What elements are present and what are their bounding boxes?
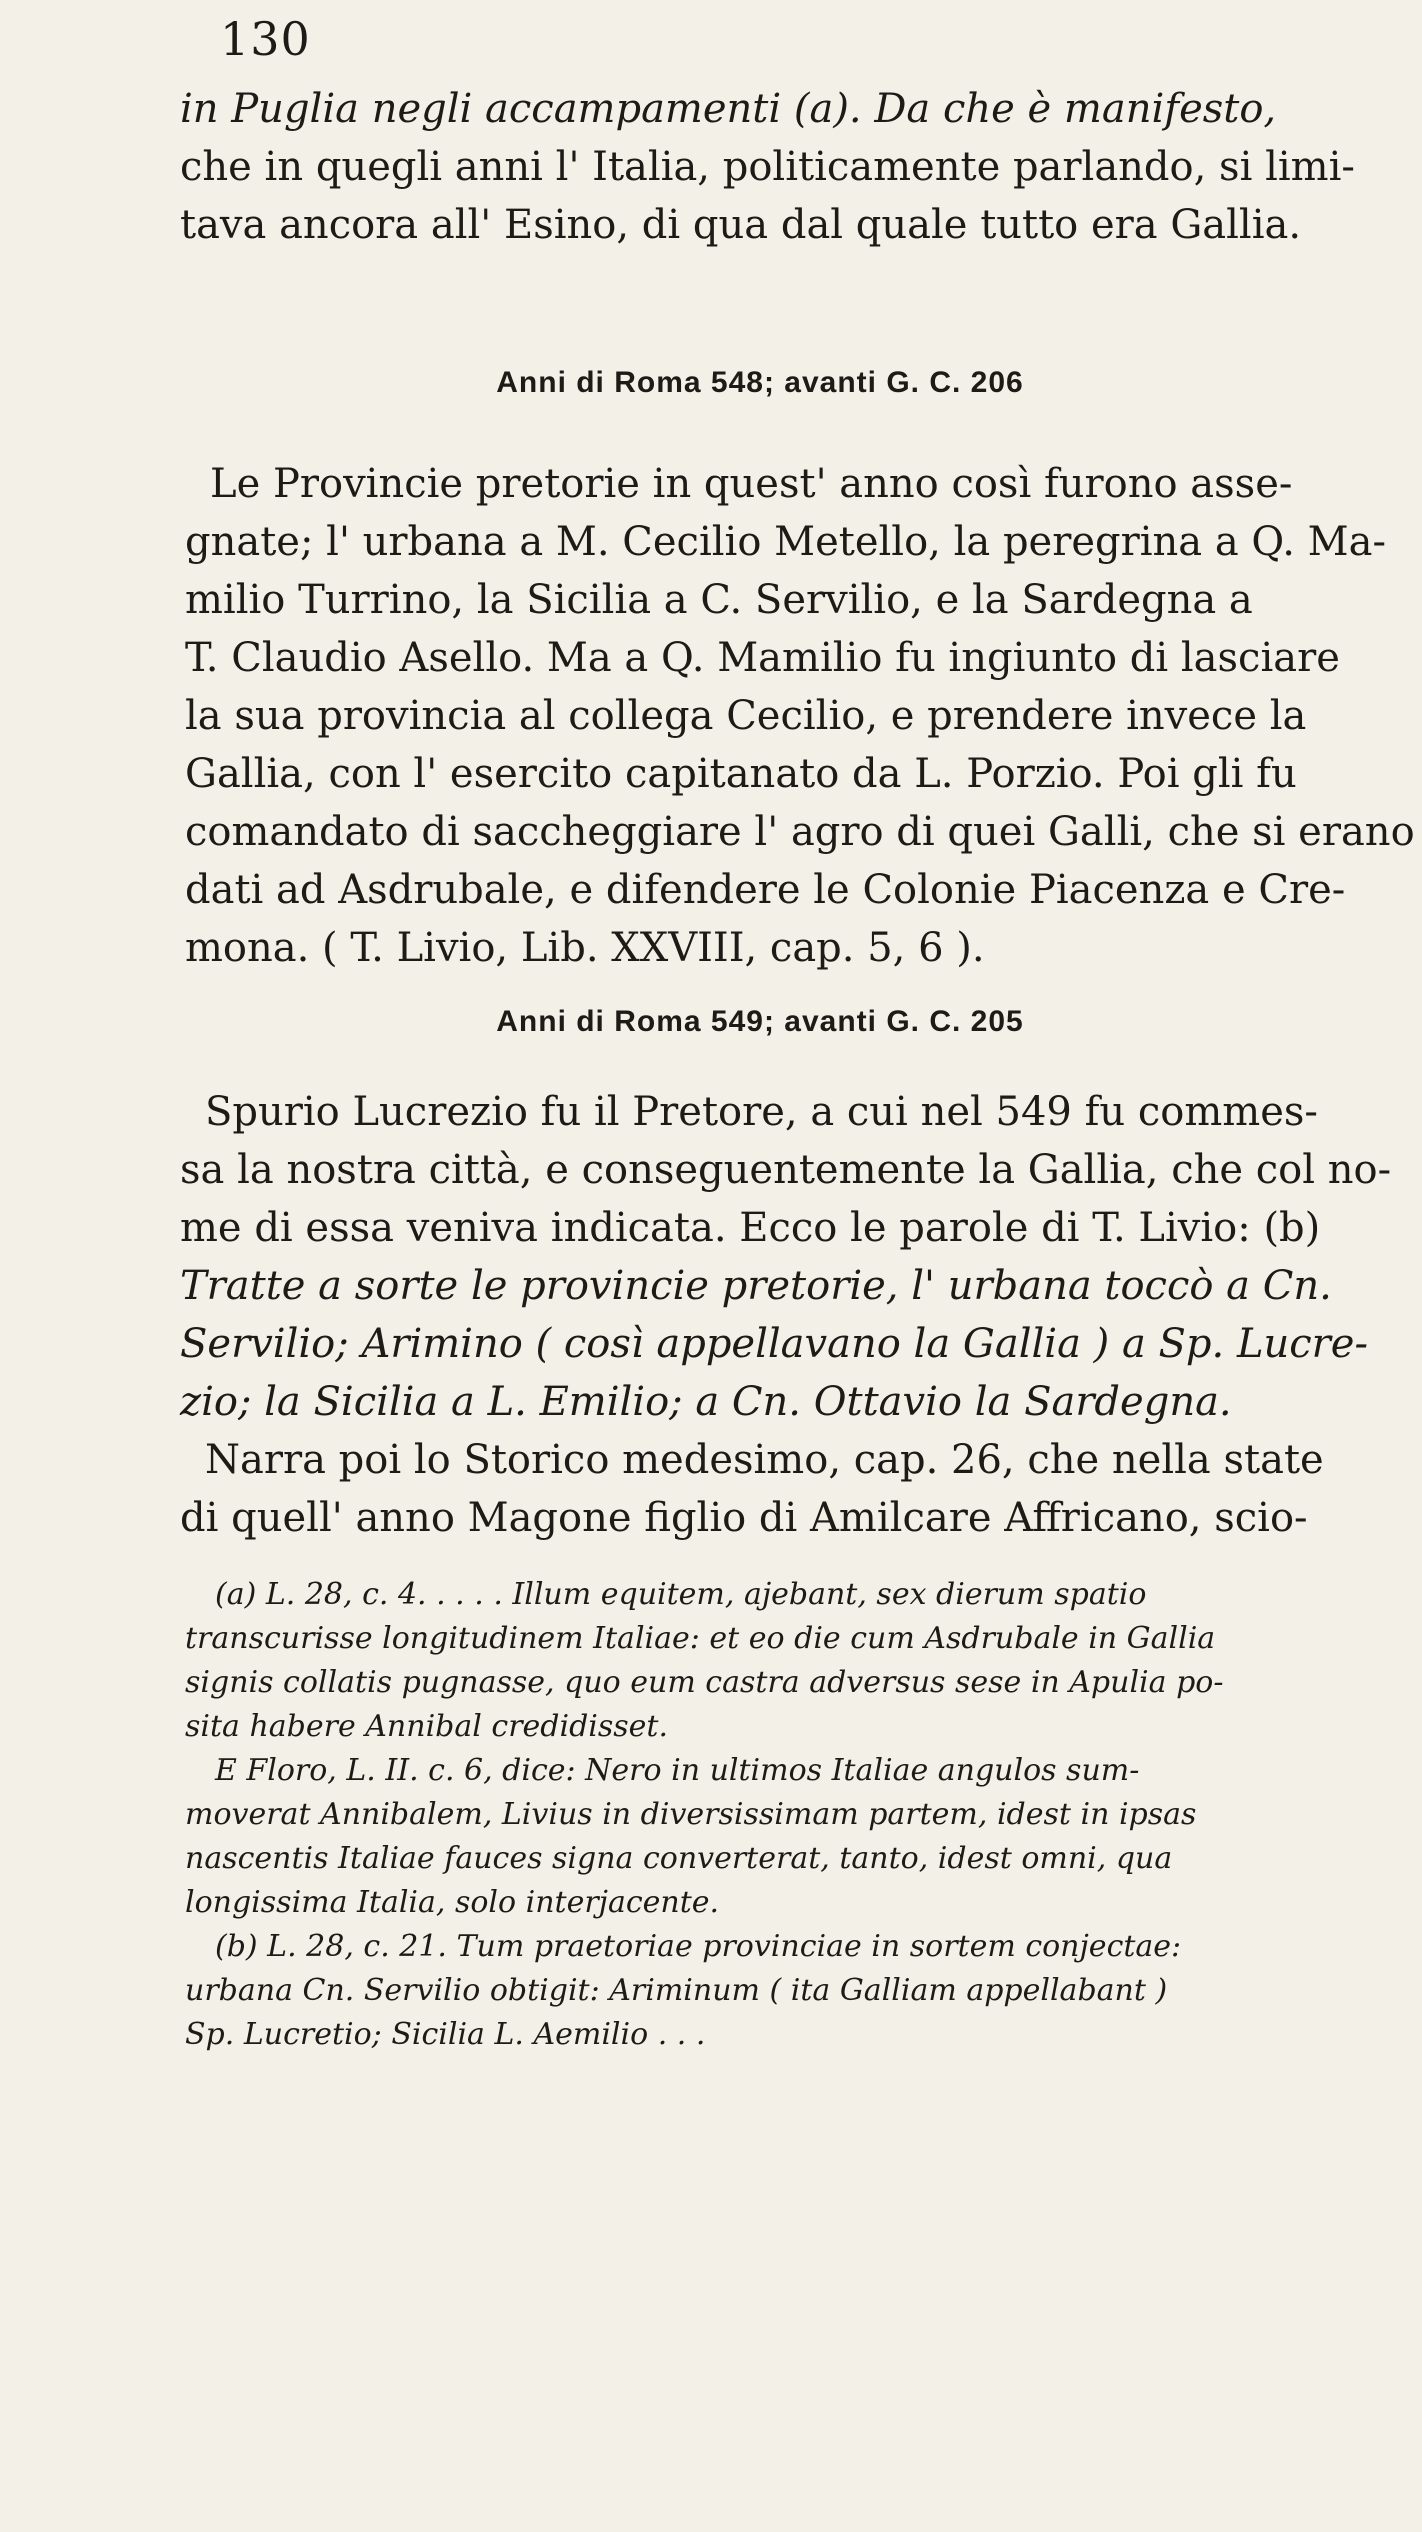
text-line: Spurio Lucrezio fu il Pretore, a cui nel 549 fu commes- — [205, 1089, 1318, 1135]
paragraph-3 — [180, 1083, 1392, 1547]
section-heading-548: Anni di Roma 548; avanti G. C. 206 — [496, 366, 1024, 399]
text-line: me di essa veniva indicata. Ecco le parole di T. Livio: (b) — [180, 1205, 1321, 1251]
footnote-line: (a) L. 28, c. 4. . . . . Illum equitem, ajebant, sex dierum spatio — [215, 1577, 1147, 1612]
footnote-line: (b) L. 28, c. 21. Tum praetoriae provinciae in sortem conjectae: — [215, 1929, 1182, 1964]
text-line: dati ad Asdrubale, e difendere le Colonie Piacenza e Cre- — [185, 867, 1346, 913]
text-line: Servilio; Arimino ( così appellavano la Gallia ) a Sp. Lucre- — [180, 1321, 1368, 1367]
footnote-line: transcurisse longitudinem Italiae: et eo die cum Asdrubale in Gallia — [185, 1621, 1216, 1656]
footnote-line: nascentis Italiae fauces signa converterat, tanto, idest omni, qua — [185, 1841, 1173, 1876]
footnote-line: longissima Italia, solo interjacente. — [185, 1885, 720, 1920]
text-line: Tratte a sorte le provincie pretorie, l' urbana toccò a Cn. — [180, 1263, 1332, 1309]
text-line: Le Provincie pretorie in quest' anno così furono asse- — [210, 461, 1293, 507]
text-line: Gallia, con l' esercito capitanato da L. Porzio. Poi gli fu — [185, 751, 1297, 797]
text-line: comandato di saccheggiare l' agro di quei Galli, che si erano — [185, 809, 1415, 855]
text-line: in Puglia negli accampamenti (a). Da che è manifesto, — [180, 86, 1277, 132]
paragraph-2 — [185, 455, 1415, 977]
text-line: gnate; l' urbana a M. Cecilio Metello, la peregrina a Q. Ma- — [185, 519, 1386, 565]
footnote-line: signis collatis pugnasse, quo eum castra adversus sese in Apulia po- — [185, 1665, 1224, 1700]
text-line: T. Claudio Asello. Ma a Q. Mamilio fu ingiunto di lasciare — [185, 635, 1340, 681]
text-line: che in quegli anni l' Italia, politicamente parlando, si limi- — [180, 144, 1355, 190]
footnote-line: E Floro, L. II. c. 6, dice: Nero in ultimos Italiae angulos sum- — [215, 1753, 1140, 1788]
text-line: la sua provincia al collega Cecilio, e prendere invece la — [185, 693, 1307, 739]
text-line: di quell' anno Magone figlio di Amilcare Affricano, scio- — [180, 1495, 1308, 1541]
footnote-line: urbana Cn. Servilio obtigit: Ariminum ( ita Galliam appellabant ) — [185, 1973, 1168, 2008]
footnote-line: sita habere Annibal credidisset. — [185, 1709, 669, 1744]
text-line: mona. ( T. Livio, Lib. XXVIII, cap. 5, 6 ). — [185, 925, 985, 971]
section-heading-549: Anni di Roma 549; avanti G. C. 205 — [496, 1005, 1024, 1038]
text-line: tava ancora all' Esino, di qua dal quale tutto era Gallia. — [180, 202, 1302, 248]
footnote-line: Sp. Lucretio; Sicilia L. Aemilio . . . — [185, 2017, 706, 2052]
text-line: sa la nostra città, e conseguentemente la Gallia, che col no- — [180, 1147, 1392, 1193]
text-line: Narra poi lo Storico medesimo, cap. 26, che nella state — [205, 1437, 1324, 1483]
text-line: zio; la Sicilia a L. Emilio; a Cn. Ottavio la Sardegna. — [180, 1379, 1232, 1425]
text-line: milio Turrino, la Sicilia a C. Servilio, e la Sardegna a — [185, 577, 1253, 623]
footnotes — [185, 1573, 1345, 2057]
paragraph-1 — [180, 80, 1355, 254]
footnote-line: moverat Annibalem, Livius in diversissimam partem, idest in ipsas — [185, 1797, 1197, 1832]
page-number: 130 — [220, 12, 311, 66]
